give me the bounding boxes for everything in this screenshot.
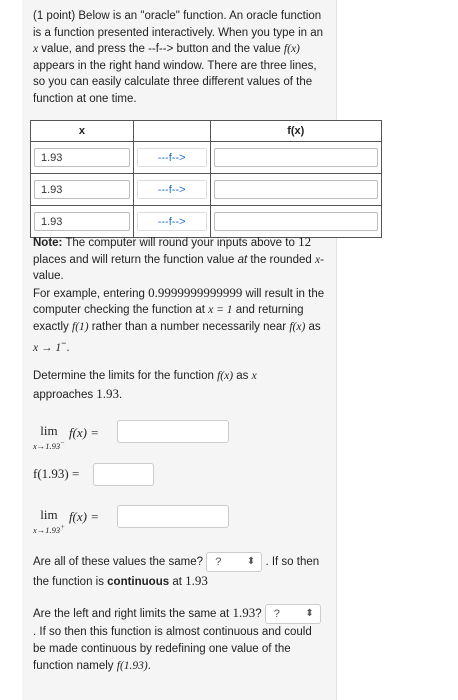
x-input-3[interactable]: 1.93 (34, 212, 130, 231)
example-text-5: as (305, 320, 321, 333)
note-text-2: places and will return the function value (33, 253, 238, 266)
note-label: Note: (33, 237, 63, 249)
left-fx-eq: f(x) = (68, 425, 99, 440)
intro-text-2: value, and press the --f--> button and the value (38, 43, 284, 55)
example-arrow: x → 1 (33, 341, 62, 354)
points-label: (1 point) (33, 10, 76, 22)
fx-output-3 (214, 212, 378, 231)
x-cell (31, 142, 134, 174)
determine-paragraph (33, 368, 325, 404)
fx-cell (210, 174, 381, 206)
continuous-bold: continuous (107, 576, 170, 588)
determine-text-3: approaches (33, 389, 97, 401)
x-input-2[interactable]: 1.93 (34, 180, 130, 199)
lr-text-2: ? (255, 608, 265, 621)
lr-text-3: . If so then this function is almost continuous and could be made continuous by redefining one value of the function namely (33, 626, 312, 672)
example-minus: − (61, 338, 67, 348)
same-text-2: . If so then the function is (33, 556, 320, 588)
example-text-1: For example, entering (33, 287, 149, 300)
button-cell (133, 206, 210, 238)
header-button (133, 121, 210, 142)
determine-num: 1.93 (96, 386, 120, 401)
f193-eq: f(1.93) = (33, 466, 80, 481)
right-limit-row (33, 508, 99, 538)
table-row (31, 206, 382, 238)
intro-math-x: x (33, 43, 39, 55)
left-sup: − (60, 439, 65, 447)
determine-text-4: . (119, 389, 123, 401)
lim-word-left: lim (40, 423, 58, 438)
note-text-4: -value. (33, 253, 324, 282)
note-text-3: the rounded (247, 253, 315, 266)
fx-cell (210, 142, 381, 174)
value-row (33, 466, 79, 496)
same-text-3: at (169, 576, 186, 588)
f-button-2[interactable]: ---f--> (137, 180, 207, 199)
left-limit-input[interactable] (117, 420, 229, 443)
table-row (31, 174, 382, 206)
lim-word-right: lim (40, 507, 58, 522)
lr-text-1: Are the left and right limits the same at (33, 608, 233, 621)
intro-text-1: Below is an "oracle" function. An oracle function is a function presented interactively. When you type in an (33, 10, 324, 39)
header-fx: f(x) (210, 121, 381, 142)
right-sup: + (60, 523, 65, 531)
example-text-3: and returning exactly (33, 304, 304, 333)
f193-input[interactable] (93, 463, 154, 486)
example-text-4: rather than a number necessarily near (88, 320, 290, 333)
intro-math-fx: f(x) (283, 43, 300, 55)
note-at: at (237, 253, 248, 266)
example-text-2: will result in the computer checking the function at (33, 287, 325, 316)
x-input-1[interactable]: 1.93 (34, 148, 130, 167)
example-eq: x = 1 (208, 304, 233, 316)
updown-chevron-icon: ⬍ (246, 556, 256, 567)
same-select[interactable] (206, 552, 262, 572)
lr-select[interactable] (265, 604, 321, 624)
button-cell (133, 142, 210, 174)
intro-text-3: appears in the right hand window. There are three lines, so you can easily calculate three different values of the function at one time. (33, 59, 317, 105)
lim-sub-left (33, 438, 65, 451)
updown-chevron-icon: ⬍ (305, 608, 314, 619)
intro-paragraph (33, 8, 325, 107)
determine-fx: f(x) (217, 370, 234, 382)
lr-text-4: . (147, 660, 151, 672)
note-math-x: x (314, 253, 321, 266)
left-sub-text: x→1.93 (33, 440, 61, 451)
button-cell (133, 174, 210, 206)
determine-text-1: Determine the limits for the function (33, 370, 218, 382)
x-cell (31, 206, 134, 238)
oracle-table (30, 120, 382, 238)
fx-output-1 (214, 148, 378, 167)
f-button-1[interactable]: ---f--> (137, 148, 207, 167)
right-limit-input[interactable] (117, 505, 229, 528)
lr-select-value: ? (273, 608, 280, 620)
right-sub-text: x→1.93 (33, 524, 61, 535)
same-text-1: Are all of these values the same? (33, 556, 207, 569)
same-question (33, 552, 325, 591)
note-paragraph (33, 234, 325, 356)
fx-cell (210, 206, 381, 238)
fx-output-2 (214, 180, 378, 199)
determine-x: x (251, 370, 257, 382)
f-button-3[interactable]: ---f--> (137, 212, 207, 231)
right-lim (33, 508, 65, 535)
lr-question (33, 604, 325, 675)
table-header-row (31, 121, 382, 142)
lr-f193: f(1.93) (116, 660, 148, 672)
right-fx-eq: f(x) = (68, 509, 99, 524)
left-lim (33, 424, 65, 451)
same-select-value: ? (215, 556, 222, 568)
note-text-1: The computer will round your inputs above to (62, 237, 299, 249)
same-num: 1.93 (185, 573, 208, 588)
header-x: x (31, 121, 134, 142)
lim-sub-right (33, 522, 65, 535)
example-fx: f(x) (289, 320, 306, 333)
left-limit-row (33, 424, 99, 454)
lr-num: 1.93 (232, 605, 256, 621)
table-row (31, 142, 382, 174)
note-num-12: 12 (298, 234, 312, 249)
example-dot: . (66, 341, 70, 354)
example-f1: f(1) (72, 320, 89, 333)
determine-text-2: as (233, 370, 252, 382)
x-cell (31, 174, 134, 206)
example-number: 0.9999999999999 (148, 284, 243, 300)
